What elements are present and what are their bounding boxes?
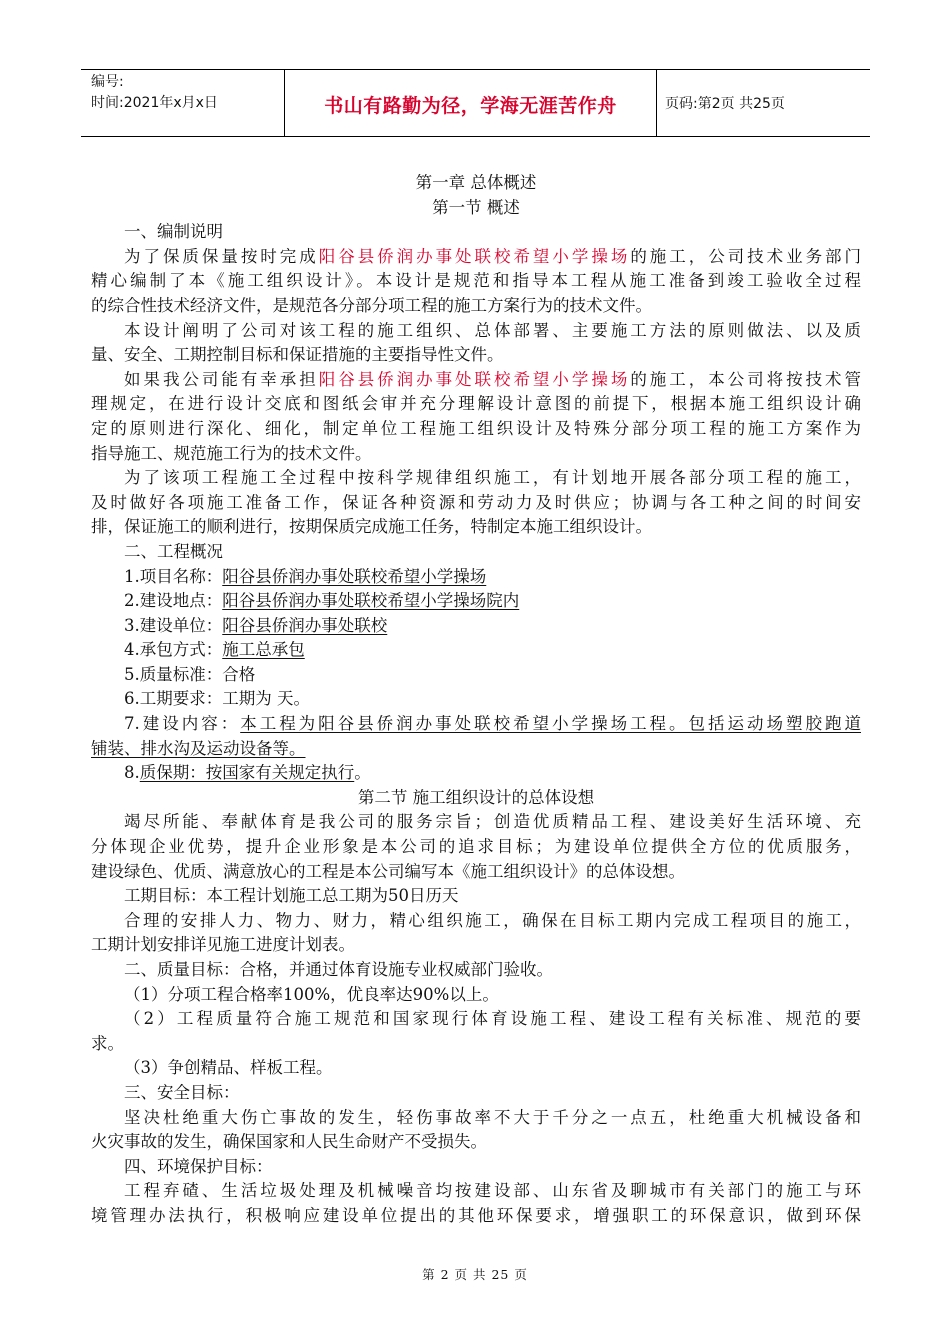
paragraph-line: 建设绿色、优质、满意放心的工程是本公司编写本《施工组织设计》的总体设想。	[91, 861, 685, 881]
page-footer: 第 2 页 共 25 页	[422, 1267, 528, 1282]
list-item: 1.项目名称：阳谷县侨润办事处联校希望小学操场	[124, 566, 487, 586]
list-item: 6.工期要求：工期为 天。	[124, 689, 310, 709]
list-item: 8.质保期：按国家有关规定执行。	[124, 763, 371, 783]
paragraph-line: 如果我公司能有幸承担阳谷县侨润办事处联校希望小学操场的施工，本公司将按技术管	[124, 369, 862, 389]
project-name: 阳谷县侨润办事处联校希望小学操场	[318, 246, 631, 266]
paragraph-line: 工期目标：本工程计划施工总工期为50日历天	[124, 886, 459, 906]
paragraph-line: 精心编制了本《施工组织设计》。本设计是规范和指导本工程从施工准备到竣工验收全过程	[91, 271, 861, 291]
chapter-title: 第一章 总体概述	[415, 173, 537, 192]
paragraph-line: 及时做好各项施工准备工作，保证各种资源和劳动力及时供应；协调与各工种之间的时间安	[91, 492, 861, 512]
paragraph-line: 境管理办法执行，积极响应建设单位提出的其他环保要求，增强职工的环保意识，做到环保	[91, 1205, 861, 1225]
subheading: 二、工程概况	[124, 541, 223, 561]
subheading: 三、安全目标：	[124, 1082, 240, 1102]
paragraph-line: 的综合性技术经济文件，是规范各分部分项工程的施工方案行为的技术文件。	[91, 295, 652, 315]
document-date: 时间:2021年x月x日	[91, 95, 218, 111]
paragraph-line: 量、安全、工期控制目标和保证措施的主要指导性文件。	[91, 345, 504, 365]
paragraph-line: （1）分项工程合格率100%，优良率达90%以上。	[124, 984, 499, 1004]
list-item: 2.建设地点：阳谷县侨润办事处联校希望小学操场院内	[124, 591, 520, 611]
list-item: 7.建设内容：本工程为阳谷县侨润办事处联校希望小学操场工程。包括运动场塑胶跑道	[124, 714, 861, 734]
document-body	[91, 171, 861, 1229]
paragraph-line: 为了该项工程施工全过程中按科学规律组织施工，有计划地开展各部分项工程的施工，	[124, 468, 861, 488]
list-item-continuation: 铺装、排水沟及运动设备等。	[91, 738, 306, 758]
paragraph-line: （3）争创精品、样板工程。	[124, 1058, 333, 1078]
subheading: 四、环境保护目标：	[124, 1156, 273, 1176]
paragraph-line: 指导施工、规范施工行为的技术文件。	[91, 443, 372, 463]
paragraph-line: 二、质量目标：合格，并通过体育设施专业权威部门验收。	[124, 960, 553, 979]
paragraph-line: 坚决杜绝重大伤亡事故的发生，轻伤事故率不大于千分之一点五，杜绝重大机械设备和	[124, 1107, 861, 1127]
document-number: 编号:	[91, 74, 124, 90]
section-title: 第一节 概述	[432, 197, 520, 217]
paragraph-line: 竭尽所能、奉献体育是我公司的服务宗旨；创造优质精品工程、建设美好生活环境、充	[124, 812, 861, 832]
paragraph-line: 定的原则进行深化、细化，制定单位工程施工组织设计及特殊分部分项工程的施工方案作为	[91, 418, 861, 438]
paragraph-line: 排，保证施工的顺利进行，按期保质完成施工任务，特制定本施工组织设计。	[91, 517, 652, 537]
paragraph-line: 求。	[91, 1033, 124, 1053]
list-item: 4.承包方式：施工总承包	[124, 640, 305, 660]
header-slogan: 书山有路勤为径，学海无涯苦作舟	[285, 70, 657, 136]
header-meta	[81, 70, 285, 136]
project-name: 阳谷县侨润办事处联校希望小学操场	[318, 369, 631, 389]
paragraph-line: 工程弃碴、生活垃圾处理及机械噪音均按建设部、山东省及聊城市有关部门的施工与环	[124, 1181, 861, 1201]
paragraph-line: 理规定，在进行设计交底和图纸会审并充分理解设计意图的前提下，根据本施工组织设计确	[91, 394, 861, 414]
paragraph-line: 合理的安排人力、物力、财力，精心组织施工，确保在目标工期内完成工程项目的施工，	[124, 910, 861, 930]
paragraph-line: 工期计划安排详见施工进度计划表。	[91, 935, 355, 955]
page-header	[81, 69, 870, 137]
paragraph-line: （2）工程质量符合施工规范和国家现行体育设施工程、建设工程有关标准、规范的要	[124, 1009, 861, 1029]
paragraph-line: 分体现企业优势，提升企业形象是本公司的追求目标；为建设单位提供全方位的优质服务，	[91, 837, 861, 857]
section-title: 第二节 施工组织设计的总体设想	[357, 787, 595, 807]
paragraph-line: 本设计阐明了公司对该工程的施工组织、总体部署、主要施工方法的原则做法、以及质	[124, 320, 861, 340]
header-page-number: 页码:第2页 共25页	[665, 96, 785, 112]
subheading: 一、编制说明	[124, 222, 223, 242]
list-item: 3.建设单位：阳谷县侨润办事处联校	[124, 615, 388, 635]
paragraph-line: 火灾事故的发生，确保国家和人民生命财产不受损失。	[91, 1132, 487, 1152]
paragraph-line: 为了保质保量按时完成阳谷县侨润办事处联校希望小学操场的施工，公司技术业务部门	[124, 246, 862, 266]
list-item: 5.质量标准：合格	[124, 664, 256, 684]
